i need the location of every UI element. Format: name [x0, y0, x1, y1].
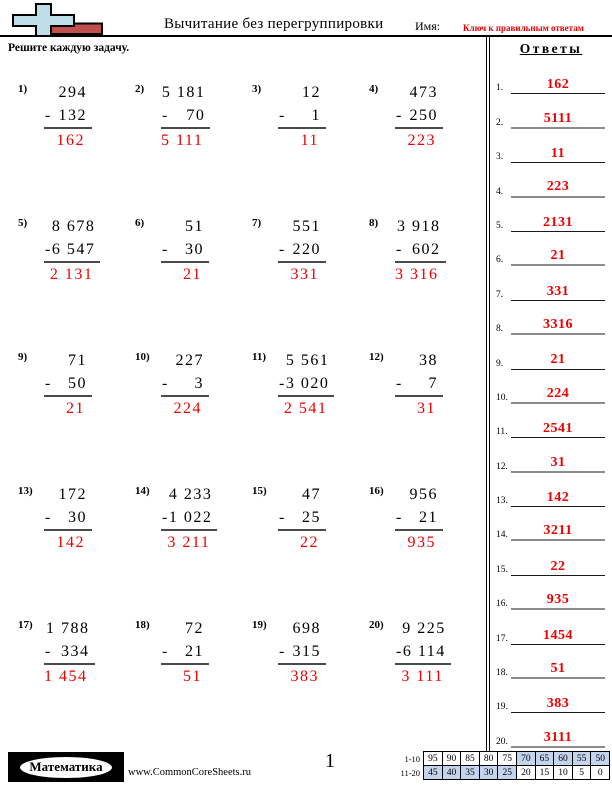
- brand-label: Математика: [19, 756, 112, 779]
- minuend: 72: [185, 620, 204, 637]
- problem-work: [395, 81, 443, 152]
- difference-answer: 223: [407, 132, 436, 149]
- subtrahend: 6 547: [51, 241, 96, 258]
- answer-row: [490, 645, 612, 679]
- grading-cell: 15: [535, 766, 554, 780]
- subtrahend: 25: [302, 509, 321, 526]
- minus-sign: -: [162, 643, 169, 660]
- subtraction-row: [161, 506, 217, 531]
- problem-19: [248, 616, 365, 750]
- answers-title: Ответы: [519, 41, 583, 56]
- problem-number: 12): [369, 351, 384, 363]
- problem-1: [14, 80, 131, 214]
- difference-answer: 22: [300, 534, 319, 551]
- minus-sign: -: [396, 509, 403, 526]
- answer-number: 3.: [496, 152, 504, 163]
- problem-number: 20): [369, 619, 384, 631]
- problem-number: 10): [135, 351, 150, 363]
- difference-answer: 162: [56, 132, 85, 149]
- minuend: 698: [292, 620, 321, 637]
- grading-cell: 80: [479, 752, 498, 766]
- answer-value: 21: [511, 352, 605, 369]
- problem-4: [365, 80, 482, 214]
- answer-value: 142: [511, 490, 605, 507]
- minuend: 551: [292, 218, 321, 235]
- answer-row: [490, 370, 612, 404]
- problem-number: 6): [135, 217, 145, 229]
- minus-sign: -: [162, 375, 169, 392]
- minuend: 47: [302, 486, 321, 503]
- answer-number: 1.: [496, 83, 504, 94]
- answer-row: [490, 438, 612, 472]
- subtrahend: 21: [185, 643, 204, 660]
- subtraction-row: [278, 640, 326, 665]
- problem-12: [365, 348, 482, 482]
- subtraction-row: [161, 238, 209, 263]
- minus-sign: -: [45, 375, 52, 392]
- problem-18: [131, 616, 248, 750]
- problem-6: [131, 214, 248, 348]
- problem-number: 16): [369, 485, 384, 497]
- subtrahend: 315: [292, 643, 321, 660]
- minuend: 38: [419, 352, 438, 369]
- answer-value: 3111: [511, 730, 605, 748]
- problem-work: [161, 617, 209, 688]
- answers-panel: [486, 37, 612, 752]
- problem-9: [14, 348, 131, 482]
- difference-answer: 935: [407, 534, 436, 551]
- grading-cell: 30: [479, 766, 498, 780]
- grading-cell: 5: [572, 766, 591, 780]
- plus-minus-logo-icon: [12, 3, 104, 42]
- problem-work: [161, 215, 209, 286]
- problem-number: 13): [18, 485, 33, 497]
- problem-work: [278, 617, 326, 688]
- subtraction-row: [395, 238, 446, 263]
- problem-2: [131, 80, 248, 214]
- grading-cell: 10: [554, 766, 573, 780]
- problem-number: 17): [18, 619, 33, 631]
- grading-cell: 55: [572, 752, 591, 766]
- subtraction-row: [395, 104, 443, 129]
- answer-number: 20.: [496, 736, 508, 747]
- answer-row: [490, 301, 612, 335]
- answer-row: [490, 163, 612, 197]
- minus-sign: -: [279, 241, 286, 258]
- answer-number: 12.: [496, 461, 508, 472]
- grading-cell: 65: [535, 752, 554, 766]
- subtrahend: 334: [61, 643, 90, 660]
- problem-7: [248, 214, 365, 348]
- answer-row: [490, 232, 612, 266]
- subtraction-row: [161, 104, 210, 129]
- difference-answer: 5 111: [161, 132, 204, 149]
- subtrahend: 250: [409, 107, 438, 124]
- page-title: Вычитание без перегруппировки: [164, 16, 384, 32]
- problem-17: [14, 616, 131, 750]
- problem-work: [44, 81, 92, 152]
- subtraction-row: [44, 506, 92, 531]
- problem-work: [395, 483, 443, 554]
- problem-5: [14, 214, 131, 348]
- minuend: 51: [185, 218, 204, 235]
- answer-row: [490, 60, 612, 94]
- grading-cell: 95: [424, 752, 443, 766]
- answer-value: 162: [511, 77, 605, 94]
- minus-sign: -: [45, 107, 52, 124]
- problem-number: 4): [369, 83, 379, 95]
- answer-number: 6.: [496, 255, 504, 266]
- answer-number: 15.: [496, 564, 508, 575]
- answer-number: 4.: [496, 186, 504, 197]
- grading-cell: 60: [554, 752, 573, 766]
- minus-sign: -: [279, 643, 286, 660]
- grading-cell: 25: [498, 766, 517, 780]
- subtrahend: 7: [428, 375, 438, 392]
- answer-value: 31: [511, 455, 605, 473]
- subtraction-row: [44, 104, 92, 129]
- difference-answer: 2 541: [283, 400, 328, 417]
- answer-value: 3211: [511, 523, 605, 541]
- difference-answer: 31: [417, 400, 436, 417]
- grading-table: [394, 751, 610, 780]
- subtrahend: 6 114: [402, 643, 446, 660]
- grading-cell: 45: [424, 766, 443, 780]
- subtrahend: 132: [58, 107, 87, 124]
- subtrahend: 30: [68, 509, 87, 526]
- answer-number: 2.: [496, 117, 504, 128]
- problem-work: [44, 349, 92, 420]
- subtraction-row: [278, 372, 334, 397]
- answer-number: 17.: [496, 633, 508, 644]
- answer-value: 51: [511, 661, 605, 679]
- difference-answer: 21: [183, 266, 202, 283]
- grading-cell: 85: [461, 752, 480, 766]
- difference-answer: 3 211: [167, 534, 211, 551]
- answer-row: [490, 507, 612, 541]
- problem-work: [395, 617, 451, 688]
- subtrahend: 50: [68, 375, 87, 392]
- subtrahend: 602: [412, 241, 441, 258]
- subtraction-row: [395, 640, 451, 665]
- problem-work: [161, 81, 210, 152]
- grading-cell: 70: [517, 752, 536, 766]
- brand-badge: [8, 752, 124, 782]
- minuend: 227: [175, 352, 204, 369]
- subtraction-row: [161, 640, 209, 665]
- answer-row: [490, 129, 612, 163]
- answer-row: [490, 541, 612, 575]
- website-text: www.CommonCoreSheets.ru: [128, 767, 251, 778]
- minuend: 9 225: [402, 620, 446, 637]
- grading-cell: 20: [517, 766, 536, 780]
- minus-sign: -: [45, 241, 52, 258]
- answer-value: 331: [511, 284, 605, 301]
- answer-value: 2131: [511, 215, 605, 232]
- minus-sign: -: [45, 643, 52, 660]
- problem-work: [161, 483, 217, 554]
- subtrahend: 30: [185, 241, 204, 258]
- problem-16: [365, 482, 482, 616]
- difference-answer: 142: [56, 534, 85, 551]
- difference-answer: 331: [290, 266, 319, 283]
- minus-sign: -: [162, 241, 169, 258]
- answer-number: 10.: [496, 392, 508, 403]
- minus-sign: -: [279, 107, 286, 124]
- subtraction-row: [44, 640, 95, 665]
- minuend: 3 918: [397, 218, 441, 235]
- subtrahend: 1 022: [168, 509, 213, 526]
- problem-10: [131, 348, 248, 482]
- problem-work: [44, 215, 100, 286]
- problem-number: 1): [18, 83, 28, 95]
- minuend: 4 233: [168, 486, 213, 503]
- answer-value: 22: [511, 559, 605, 576]
- subtraction-row: [278, 238, 326, 263]
- problem-work: [395, 215, 446, 286]
- problem-15: [248, 482, 365, 616]
- difference-answer: 224: [173, 400, 202, 417]
- answer-row: [490, 473, 612, 507]
- grading-cell: 75: [498, 752, 517, 766]
- answer-value: 223: [511, 179, 605, 197]
- subtraction-row: [44, 372, 92, 397]
- minuend: 1 788: [46, 620, 90, 637]
- minuend: 294: [58, 84, 87, 101]
- minus-sign: -: [396, 241, 403, 258]
- problem-number: 18): [135, 619, 150, 631]
- answer-number: 11.: [496, 427, 508, 438]
- answer-value: 2541: [511, 421, 605, 438]
- answer-number: 9.: [496, 358, 504, 369]
- problem-number: 9): [18, 351, 28, 363]
- problem-11: [248, 348, 365, 482]
- problem-work: [44, 483, 92, 554]
- problem-number: 14): [135, 485, 150, 497]
- minuend: 956: [409, 486, 438, 503]
- grading-row-label: 11-20: [400, 767, 421, 778]
- grading-cell: 50: [591, 752, 610, 766]
- subtraction-row: [278, 506, 326, 531]
- name-label: Имя:: [415, 19, 441, 33]
- grading-cell: 40: [442, 766, 461, 780]
- problem-work: [161, 349, 209, 420]
- problem-3: [248, 80, 365, 214]
- subtraction-row: [161, 372, 209, 397]
- problem-work: [395, 349, 443, 420]
- minus-sign: -: [279, 375, 286, 392]
- minuend: 473: [409, 84, 438, 101]
- problem-work: [44, 617, 95, 688]
- problem-number: 11): [252, 351, 267, 363]
- problem-13: [14, 482, 131, 616]
- answer-number: 14.: [496, 530, 508, 541]
- difference-answer: 3 316: [395, 266, 439, 283]
- minuend: 8 678: [51, 218, 96, 235]
- page-number: 1: [325, 750, 335, 772]
- minus-sign: -: [396, 107, 403, 124]
- difference-answer: 2 131: [49, 266, 94, 283]
- answer-number: 7.: [496, 289, 504, 300]
- problem-number: 15): [252, 485, 267, 497]
- answer-row: [490, 94, 612, 128]
- header: [0, 0, 612, 37]
- answer-row: [490, 679, 612, 713]
- problem-8: [365, 214, 482, 348]
- answer-value: 1454: [511, 628, 605, 645]
- subtrahend: 3 020: [285, 375, 330, 392]
- grading-row-1: [394, 752, 610, 766]
- answer-value: 3316: [511, 317, 605, 335]
- instruction-text: Решите каждую задачу.: [8, 42, 130, 54]
- answers-list: [490, 60, 612, 748]
- answer-value: 11: [511, 146, 605, 163]
- subtrahend: 70: [186, 107, 206, 124]
- subtrahend: 21: [419, 509, 438, 526]
- grading-row-2: [394, 766, 610, 780]
- answer-row: [490, 713, 612, 747]
- answer-row: [490, 335, 612, 369]
- difference-answer: 3 111: [401, 668, 444, 685]
- difference-answer: 51: [183, 668, 202, 685]
- problem-work: [278, 81, 326, 152]
- answer-row: [490, 404, 612, 438]
- answer-value: 935: [511, 592, 605, 610]
- answer-row: [490, 266, 612, 300]
- problem-number: 7): [252, 217, 262, 229]
- problem-work: [278, 349, 334, 420]
- answer-number: 13.: [496, 496, 508, 507]
- problem-number: 19): [252, 619, 267, 631]
- difference-answer: 383: [290, 668, 319, 685]
- minuend: 172: [58, 486, 87, 503]
- subtrahend: 220: [292, 241, 321, 258]
- answer-value: 5111: [511, 111, 605, 129]
- answer-key-label: Ключ к правильным ответам: [463, 23, 584, 33]
- minus-sign: -: [45, 509, 52, 526]
- problem-work: [278, 215, 326, 286]
- problem-number: 8): [369, 217, 379, 229]
- grading-cell: 0: [591, 766, 610, 780]
- minus-sign: -: [396, 643, 403, 660]
- problems-grid: [14, 80, 484, 750]
- answer-number: 18.: [496, 668, 508, 679]
- answer-row: [490, 610, 612, 644]
- problem-number: 5): [18, 217, 28, 229]
- minuend: 71: [68, 352, 87, 369]
- answer-number: 16.: [496, 599, 508, 610]
- difference-answer: 1 454: [44, 668, 88, 685]
- subtraction-row: [395, 506, 443, 531]
- answer-value: 383: [511, 696, 605, 713]
- subtrahend: 1: [311, 107, 321, 124]
- answer-number: 8.: [496, 324, 504, 335]
- grading-cell: 90: [442, 752, 461, 766]
- difference-answer: 11: [300, 132, 319, 149]
- answer-value: 224: [511, 386, 605, 404]
- grading-cell: 35: [461, 766, 480, 780]
- answer-value: 21: [511, 248, 605, 266]
- answer-number: 19.: [496, 702, 508, 713]
- problem-number: 2): [135, 83, 145, 95]
- grading-row-label: 1-10: [404, 753, 421, 764]
- problem-20: [365, 616, 482, 750]
- minus-sign: -: [279, 509, 286, 526]
- minuend: 12: [302, 84, 321, 101]
- minuend: 5 561: [285, 352, 330, 369]
- answer-row: [490, 198, 612, 232]
- problem-14: [131, 482, 248, 616]
- answer-number: 5.: [496, 220, 504, 231]
- answer-row: [490, 576, 612, 610]
- subtrahend: 3: [194, 375, 204, 392]
- minuend: 5 181: [161, 84, 206, 101]
- problem-work: [278, 483, 326, 554]
- minus-sign: -: [396, 375, 403, 392]
- subtraction-row: [395, 372, 443, 397]
- minus-sign: -: [162, 107, 169, 124]
- minus-sign: -: [162, 509, 169, 526]
- subtraction-row: [44, 238, 100, 263]
- difference-answer: 21: [66, 400, 85, 417]
- subtraction-row: [278, 104, 326, 129]
- problem-number: 3): [252, 83, 262, 95]
